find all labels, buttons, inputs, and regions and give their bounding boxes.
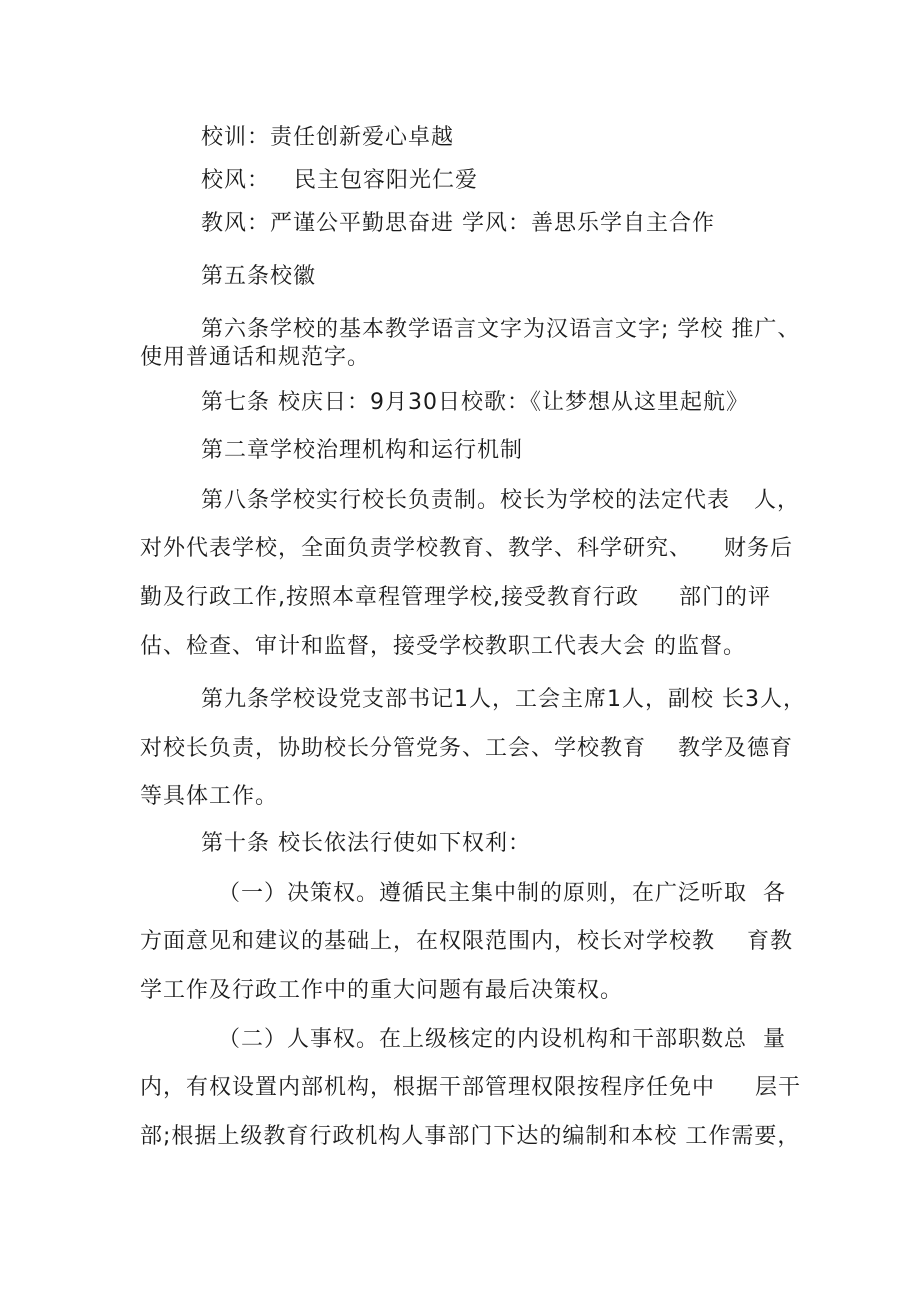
article-9-line-1: 第九条学校设党支部书记1人，工会主席1人，副校 长3人， bbox=[201, 687, 806, 712]
article-8-line-4: 估、检查、审计和监督，接受学校教职工代表大会 的监督。 bbox=[140, 634, 746, 659]
article-9-line-3: 等具体工作。 bbox=[140, 784, 279, 809]
article-6-line-1: 第六条学校的基本教学语言文字为汉语言文字; 学校 推广、 bbox=[201, 317, 801, 342]
article-9-line-2: 对校长负责，协助校长分管党务、工会、学校教育 教学及德育 bbox=[140, 736, 793, 761]
item-1-line-1: （一）决策权。遵循民主集中制的原则，在广泛听取 各 bbox=[218, 881, 786, 906]
item-1-line-2: 方面意见和建议的基础上，在权限范围内，校长对学校教 育教 bbox=[140, 929, 793, 954]
article-6-line-2: 使用普通话和规范字。 bbox=[140, 345, 371, 370]
teaching-style-line: 教风：严谨公平勤思奋进 学风：善思乐学自主合作 bbox=[201, 211, 715, 236]
article-8-line-2: 对外代表学校，全面负责学校教育、教学、科学研究、 财务后 bbox=[140, 536, 793, 561]
article-8-line-3: 勤及行政工作,按照本章程管理学校,接受教育行政 部门的评 bbox=[140, 585, 771, 610]
item-2-line-1: （二）人事权。在上级核定的内设机构和干部职数总 量 bbox=[218, 1027, 786, 1052]
item-2-line-3: 部;根据上级教育行政机构人事部门下达的编制和本校 工作需要， bbox=[140, 1124, 801, 1149]
item-1-line-3: 学工作及行政工作中的重大问题有最后决策权。 bbox=[140, 978, 624, 1003]
article-8-line-1: 第八条学校实行校长负责制。校长为学校的法定代表 人， bbox=[201, 488, 800, 513]
article-7-line: 第七条 校庆日：9月30日校歌：《让梦想从这里起航》 bbox=[201, 390, 749, 415]
article-5-line: 第五条校徽 bbox=[201, 264, 317, 289]
article-10-line: 第十条 校长依法行使如下权利： bbox=[201, 831, 531, 856]
chapter-2-heading: 第二章学校治理机构和运行机制 bbox=[201, 438, 524, 463]
item-2-line-2: 内，有权设置内部机构，根据干部管理权限按程序任免中 层干 bbox=[140, 1075, 801, 1100]
motto-line: 校训：责任创新爱心卓越 bbox=[201, 125, 455, 150]
school-spirit-line: 校风： 民主包容阳光仁爱 bbox=[201, 168, 478, 193]
